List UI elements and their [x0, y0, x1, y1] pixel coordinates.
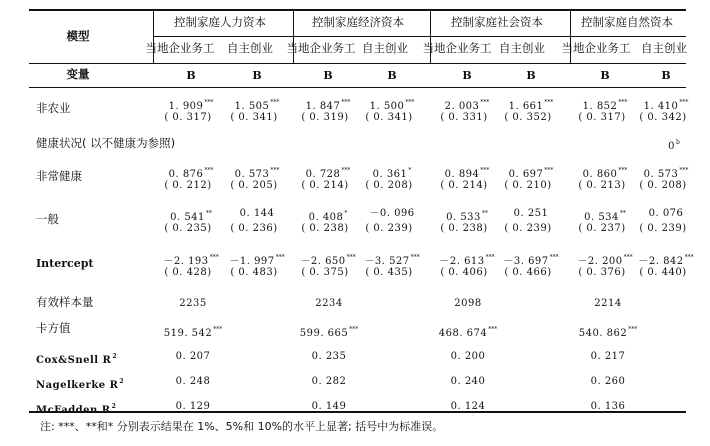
std-error: ( 0. 428)	[164, 267, 212, 278]
coef-header: B	[186, 69, 196, 82]
significance-stars: 2	[112, 353, 117, 360]
coef-value	[240, 207, 275, 220]
coef-number: 0. 408	[308, 212, 344, 223]
stat-number: 0. 260	[590, 376, 626, 387]
coef-number: 0. 533	[446, 212, 481, 223]
stat-number: 519. 542	[163, 328, 213, 339]
significance-stars: ***	[410, 254, 420, 261]
coef-number: 1. 500	[369, 101, 405, 112]
bottom-rule	[29, 411, 686, 413]
significance-stars: ***	[684, 254, 694, 261]
stat-number: 0. 217	[590, 351, 626, 362]
coef-number: 0. 860	[582, 169, 618, 180]
std-error: ( 0. 210)	[504, 180, 552, 191]
significance-stars: ***	[213, 326, 223, 333]
coef-number: 1. 847	[305, 101, 341, 112]
stat-label-text: 有效样本量	[36, 295, 94, 309]
coef-number: －2. 613	[439, 256, 485, 267]
coef-value	[649, 207, 684, 220]
significance-stars: ***	[405, 99, 415, 106]
stat-label	[36, 375, 124, 392]
coef-number: －2. 200	[577, 256, 623, 267]
stat-number: 0. 129	[175, 401, 211, 412]
coef-number: 0. 251	[513, 208, 549, 219]
coef-header: B	[661, 69, 671, 82]
col-divider-2	[293, 11, 294, 63]
row-label: 一般	[36, 212, 59, 226]
group-header: 控制家庭经济资本	[312, 15, 404, 29]
significance-stars: ***	[618, 167, 628, 174]
stat-number: 2235	[179, 298, 207, 309]
coef-number: －1. 997	[229, 256, 275, 267]
stat-label-text: Nagelkerke R	[36, 380, 119, 391]
std-error: ( 0. 483)	[230, 267, 278, 278]
std-error: ( 0. 208)	[639, 180, 687, 191]
significance-stars: ***	[346, 254, 356, 261]
coef-number: 0. 076	[648, 208, 684, 219]
stat-label	[36, 322, 71, 335]
std-error: ( 0. 214)	[440, 180, 488, 191]
top-rule	[29, 9, 686, 11]
row-label: 非农业	[36, 101, 71, 115]
stat-value	[591, 375, 626, 388]
stat-value	[176, 400, 211, 413]
stat-value	[439, 323, 498, 340]
significance-stars: *	[344, 210, 348, 217]
std-error: ( 0. 466)	[504, 267, 552, 278]
stat-value	[579, 323, 638, 340]
group-2-underline	[293, 36, 430, 37]
coef-value	[514, 207, 549, 220]
stat-number: 599. 665	[299, 328, 349, 339]
coef-number: 0. 541	[170, 212, 205, 223]
subheader: 自主创业	[499, 41, 545, 55]
significance-stars: ***	[679, 167, 689, 174]
significance-stars: ***	[544, 167, 554, 174]
coef-number: 0. 573	[643, 169, 679, 180]
coef-number: －2. 193	[163, 256, 209, 267]
subheader: 当地企业务工	[561, 41, 631, 55]
col-divider-3	[430, 11, 431, 63]
stat-value	[451, 350, 486, 363]
coef-number: 1. 661	[508, 101, 544, 112]
std-error: ( 0. 238)	[301, 223, 349, 234]
std-error: ( 0. 239)	[365, 223, 413, 234]
std-error: ( 0. 317)	[578, 112, 626, 123]
stat-value	[300, 323, 359, 340]
subheader: 自主创业	[641, 41, 687, 55]
table-note: 注: ***、**和* 分别表示结果在 1%、5%和 10%的水平上显著; 括号中为标准误。	[40, 420, 444, 433]
stat-value	[591, 350, 626, 363]
stat-label	[36, 350, 117, 367]
reference-value	[668, 136, 680, 153]
significance-stars: ***	[480, 167, 490, 174]
stat-value	[176, 350, 211, 363]
std-error: ( 0. 440)	[639, 267, 687, 278]
stat-number: 0. 124	[450, 401, 486, 412]
row-label: Intercept	[36, 257, 94, 270]
coef-header: B	[600, 69, 610, 82]
stat-value	[164, 323, 223, 340]
significance-stars: ***	[270, 99, 280, 106]
coef-number: －2. 842	[638, 256, 684, 267]
significance-stars: ***	[679, 99, 689, 106]
stat-value	[594, 297, 621, 310]
coef-number: －3. 527	[364, 256, 410, 267]
coef-header: B	[526, 69, 536, 82]
stat-label-text: Cox&Snell R	[36, 355, 112, 366]
coef-number: －2. 650	[300, 256, 346, 267]
significance-stars: ***	[349, 326, 359, 333]
stat-number: 2234	[315, 298, 343, 309]
coef-number: 1. 852	[582, 101, 618, 112]
stat-number: 0. 149	[311, 401, 347, 412]
stat-value	[312, 350, 347, 363]
row-label: 非常健康	[36, 169, 82, 183]
std-error: ( 0. 205)	[230, 180, 278, 191]
col-divider-1	[153, 11, 154, 63]
group-4-underline	[570, 36, 686, 37]
significance-stars: ***	[485, 254, 495, 261]
significance-stars: ***	[204, 167, 214, 174]
stat-number: 0. 200	[450, 351, 486, 362]
stat-number: 0. 136	[590, 401, 626, 412]
coef-number: 1. 505	[234, 101, 270, 112]
stat-number: 540. 862	[578, 328, 628, 339]
std-error: ( 0. 342)	[639, 112, 687, 123]
stat-value	[454, 297, 481, 310]
coef-value	[369, 207, 414, 220]
significance-stars: ***	[275, 254, 285, 261]
std-error: ( 0. 317)	[164, 112, 212, 123]
stat-number: 0. 248	[175, 376, 211, 387]
stat-number: 0. 235	[311, 351, 347, 362]
model-header: 模型	[66, 29, 90, 43]
std-error: ( 0. 213)	[578, 180, 626, 191]
significance-stars: ***	[618, 99, 628, 106]
stat-number: 2098	[454, 298, 482, 309]
significance-stars: ***	[204, 99, 214, 106]
coef-number: 0. 573	[234, 169, 270, 180]
variable-header: 变量	[66, 67, 90, 81]
stat-number: 2214	[594, 298, 622, 309]
variable-row-rule	[29, 87, 686, 88]
std-error: ( 0. 341)	[365, 112, 413, 123]
std-error: ( 0. 239)	[639, 223, 687, 234]
stat-label-text: McFadden R	[36, 405, 111, 416]
subheader: 当地企业务工	[286, 41, 356, 55]
std-error: ( 0. 238)	[440, 223, 488, 234]
std-error: ( 0. 212)	[164, 180, 212, 191]
stat-number: 0. 207	[175, 351, 211, 362]
health-status-label: 健康状况( 以不健康为参照)	[36, 136, 176, 150]
significance-stars: ***	[544, 99, 554, 106]
significance-stars: ***	[341, 167, 351, 174]
significance-stars: ***	[341, 99, 351, 106]
subheader: 当地企业务工	[422, 41, 492, 55]
significance-stars: ***	[628, 326, 638, 333]
coef-number: 1. 909	[168, 101, 204, 112]
significance-stars: **	[205, 210, 212, 217]
stat-value	[179, 297, 206, 310]
coef-number: 1. 410	[643, 101, 679, 112]
coef-header: B	[462, 69, 472, 82]
std-error: ( 0. 208)	[365, 180, 413, 191]
std-error: ( 0. 239)	[504, 223, 552, 234]
header-bottom-rule	[29, 63, 686, 64]
significance-stars: ***	[209, 254, 219, 261]
std-error: ( 0. 319)	[301, 112, 349, 123]
stat-number: 468. 674	[438, 328, 488, 339]
group-header: 控制家庭人力资本	[174, 15, 266, 29]
subheader: 自主创业	[227, 41, 273, 55]
significance-stars: 2	[111, 403, 116, 410]
significance-stars: b	[676, 139, 680, 146]
std-error: ( 0. 406)	[440, 267, 488, 278]
subheader: 当地企业务工	[145, 41, 215, 55]
significance-stars: **	[619, 210, 626, 217]
std-error: ( 0. 375)	[301, 267, 349, 278]
group-header: 控制家庭自然资本	[581, 15, 673, 29]
std-error: ( 0. 352)	[504, 112, 552, 123]
coef-number: 0. 697	[508, 169, 544, 180]
coef-header: B	[323, 69, 333, 82]
std-error: ( 0. 435)	[365, 267, 413, 278]
stat-value	[176, 375, 211, 388]
significance-stars: ***	[488, 326, 498, 333]
group-3-underline	[430, 36, 570, 37]
stat-value	[312, 400, 347, 413]
stat-number: 0. 240	[450, 376, 486, 387]
stat-label	[36, 400, 116, 417]
coef-number: －0. 096	[369, 208, 415, 219]
std-error: ( 0. 235)	[164, 223, 212, 234]
std-error: ( 0. 237)	[578, 223, 626, 234]
stat-label-text: 卡方值	[36, 321, 71, 335]
std-error: ( 0. 376)	[578, 267, 626, 278]
stat-label	[36, 296, 94, 309]
coef-number: 0. 728	[305, 169, 341, 180]
std-error: ( 0. 331)	[440, 112, 488, 123]
stat-value	[451, 375, 486, 388]
significance-stars: ***	[270, 167, 280, 174]
significance-stars: **	[481, 210, 488, 217]
stat-value	[312, 375, 347, 388]
std-error: ( 0. 214)	[301, 180, 349, 191]
significance-stars: ***	[480, 99, 490, 106]
stat-value	[591, 400, 626, 413]
coef-number: 0. 876	[168, 169, 204, 180]
significance-stars: ***	[549, 254, 559, 261]
significance-stars: ***	[623, 254, 633, 261]
reference-number: 0	[668, 141, 676, 152]
col-divider-4	[570, 11, 571, 63]
coef-number: 0. 361	[372, 169, 408, 180]
coef-number: 0. 534	[584, 212, 619, 223]
group-header: 控制家庭社会资本	[451, 15, 543, 29]
stat-number: 0. 282	[311, 376, 347, 387]
coef-number: 0. 144	[239, 208, 275, 219]
significance-stars: 2	[119, 378, 124, 385]
std-error: ( 0. 236)	[230, 223, 278, 234]
significance-stars: *	[408, 167, 412, 174]
coef-number: 0. 894	[444, 169, 480, 180]
coef-header: B	[252, 69, 262, 82]
stat-value	[451, 400, 486, 413]
group-1-underline	[153, 36, 293, 37]
coef-number: 2. 003	[444, 101, 480, 112]
subheader: 自主创业	[362, 41, 408, 55]
std-error: ( 0. 341)	[230, 112, 278, 123]
coef-number: －3. 697	[503, 256, 549, 267]
stat-value	[315, 297, 342, 310]
coef-header: B	[387, 69, 397, 82]
